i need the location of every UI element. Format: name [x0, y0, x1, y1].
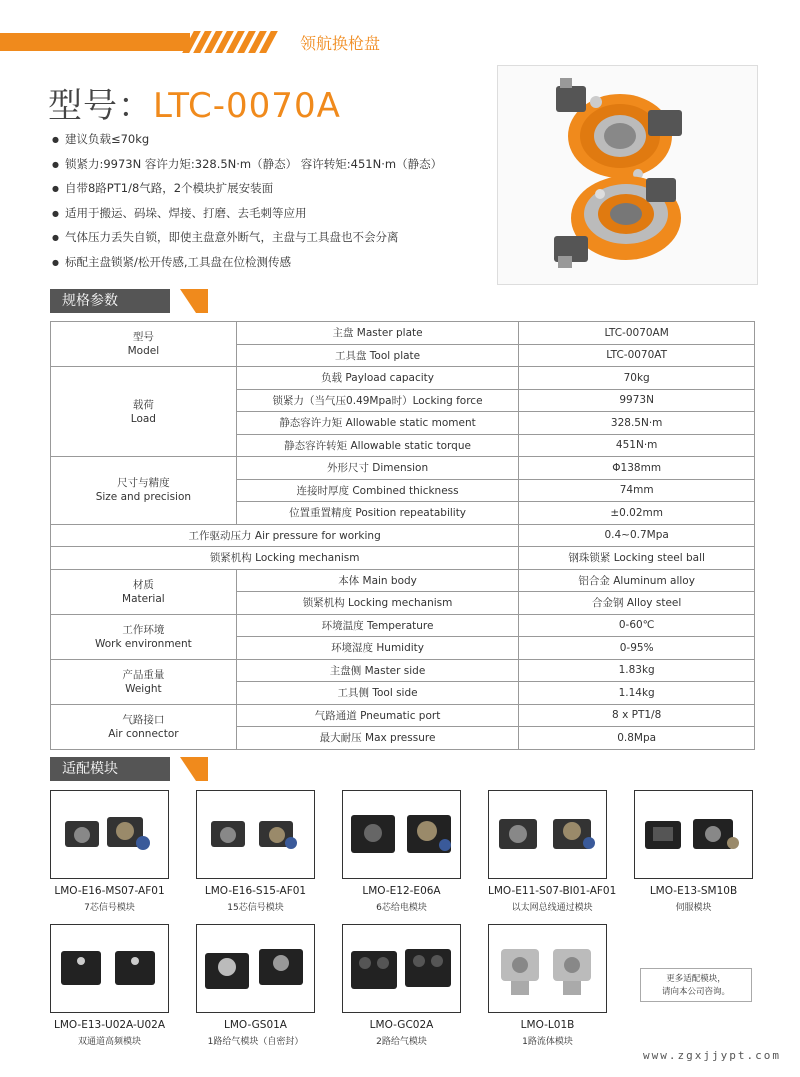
spec-label: 气路通道 Pneumatic port — [236, 704, 519, 727]
spec-value: 0-60℃ — [519, 614, 755, 637]
module-code: LMO-L01B — [520, 1019, 575, 1031]
spec-label: 环境温度 Temperature — [236, 614, 519, 637]
spec-label: 静态容许力矩 Allowable static moment — [236, 412, 519, 435]
spec-value: 钢珠锁紧 Locking steel ball — [519, 547, 755, 570]
module-code: LMO-E16-MS07-AF01 — [54, 885, 165, 897]
module-card — [50, 924, 169, 1047]
spec-value: ±0.02mm — [519, 502, 755, 525]
watermark: www.zgxjjypt.com — [643, 1049, 781, 1062]
category-cell: 型号 Model — [51, 322, 237, 367]
spec-value: 70kg — [519, 367, 755, 390]
spec-label: 最大耐压 Max pressure — [236, 727, 519, 750]
module-image — [342, 790, 461, 879]
category-cell: 材质 Material — [51, 569, 237, 614]
module-desc: 1路流体模块 — [522, 1037, 573, 1047]
category-cell: 产品重量 Weight — [51, 659, 237, 704]
spec-value: 328.5N·m — [519, 412, 755, 435]
category-cell: 尺寸与精度 Size and precision — [51, 457, 237, 525]
spec-label: 锁紧力（当气压0.49Mpa时）Locking force — [236, 389, 519, 412]
spec-value: 0.4~0.7Mpa — [519, 524, 755, 547]
spec-value: Φ138mm — [519, 457, 755, 480]
module-desc: 双通道高频模块 — [77, 1037, 141, 1047]
master-plate-image — [556, 78, 682, 179]
feature-list — [52, 128, 442, 275]
spec-label: 锁紧机构 Locking mechanism — [51, 547, 519, 570]
module-code: LMO-GC02A — [369, 1019, 434, 1031]
modules-section-header — [50, 757, 207, 781]
feature-item: ● 建议负载≤70kg — [52, 128, 442, 153]
module-image — [488, 924, 607, 1013]
table-row — [51, 704, 755, 727]
table-row — [51, 547, 755, 570]
spec-label: 静态容许转矩 Allowable static torque — [236, 434, 519, 457]
spec-label: 位置重置精度 Position repeatability — [236, 502, 519, 525]
module-desc: 15芯信号模块 — [227, 903, 284, 913]
feature-item: ● 标配主盘锁紧/松开传感,工具盘在位检测传感 — [52, 251, 442, 276]
spec-value: 9973N — [519, 389, 755, 412]
feature-item: ● 气体压力丢失自锁，即使主盘意外断气，主盘与工具盘也不会分离 — [52, 226, 442, 251]
spec-label: 外形尺寸 Dimension — [236, 457, 519, 480]
spec-label: 连接时厚度 Combined thickness — [236, 479, 519, 502]
header-title: 领航换枪盘 — [300, 34, 381, 53]
module-card — [488, 790, 616, 913]
header-stripes — [188, 31, 288, 53]
model-prefix: 型号： — [48, 86, 153, 126]
spec-label: 工具盘 Tool plate — [236, 344, 519, 367]
table-row — [51, 322, 755, 345]
module-code: LMO-E16-S15-AF01 — [204, 885, 307, 897]
module-desc: 7芯信号模块 — [84, 903, 135, 913]
spec-value: 合金钢 Alloy steel — [519, 592, 755, 615]
spec-value: LTC-0070AT — [519, 344, 755, 367]
spec-label: 工具侧 Tool side — [236, 682, 519, 705]
model-code: LTC-0070A — [153, 86, 341, 126]
module-desc: 1路给气模块（自密封） — [207, 1037, 304, 1047]
spec-value: 1.83kg — [519, 659, 755, 682]
module-image — [196, 790, 315, 879]
tool-plate-image — [554, 176, 681, 268]
header-accent-bar — [0, 33, 190, 51]
table-row — [51, 659, 755, 682]
module-code: LMO-E13-SM10B — [649, 885, 738, 897]
category-cell: 气路接口 Air connector — [51, 704, 237, 749]
module-code: LMO-E12-E06A — [362, 885, 441, 897]
category-cell: 工作环境 Work environment — [51, 614, 237, 659]
module-card — [342, 924, 461, 1047]
product-photo — [497, 65, 758, 285]
spec-label: 本体 Main body — [236, 569, 519, 592]
spec-value: 451N·m — [519, 434, 755, 457]
spec-value: 铝合金 Aluminum alloy — [519, 569, 755, 592]
spec-label: 工作驱动压力 Air pressure for working — [51, 524, 519, 547]
modules-section-title: 适配模块 — [50, 757, 170, 781]
spec-table — [50, 321, 755, 750]
spec-label: 主盘 Master plate — [236, 322, 519, 345]
spec-section-title: 规格参数 — [50, 289, 170, 313]
module-image — [342, 924, 461, 1013]
table-row — [51, 614, 755, 637]
table-row — [51, 367, 755, 390]
feature-item: ● 锁紧力:9973N 容许力矩:328.5N·m（静态） 容许转矩:451N·m（静态） — [52, 153, 442, 178]
table-row — [51, 569, 755, 592]
spec-label: 环境湿度 Humidity — [236, 637, 519, 660]
module-desc: 伺服模块 — [675, 903, 712, 913]
spec-label: 锁紧机构 Locking mechanism — [236, 592, 519, 615]
module-card — [488, 924, 607, 1047]
spec-value: 0.8Mpa — [519, 727, 755, 750]
module-card — [196, 924, 315, 1047]
spec-value: 74mm — [519, 479, 755, 502]
module-image — [196, 924, 315, 1013]
spec-value: 1.14kg — [519, 682, 755, 705]
spec-label: 负载 Payload capacity — [236, 367, 519, 390]
more-modules-note: 更多适配模块， 请向本公司咨询。 — [640, 968, 752, 1002]
page-title — [48, 78, 341, 127]
module-desc: 6芯给电模块 — [376, 903, 427, 913]
module-desc: 以太网总线通过模块 — [511, 903, 593, 913]
module-image — [50, 924, 169, 1013]
table-row — [51, 524, 755, 547]
spec-label: 主盘侧 Master side — [236, 659, 519, 682]
spec-value: LTC-0070AM — [519, 322, 755, 345]
module-code: LMO-GS01A — [224, 1019, 287, 1031]
module-image — [634, 790, 753, 879]
spec-value: 0-95% — [519, 637, 755, 660]
module-card — [342, 790, 461, 913]
module-image — [488, 790, 607, 879]
module-card — [196, 790, 315, 913]
category-cell: 载荷 Load — [51, 367, 237, 457]
feature-item: ● 适用于搬运、码垛、焊接、打磨、去毛刺等应用 — [52, 202, 442, 227]
module-code: LMO-E13-U02A-U02A — [53, 1019, 166, 1031]
feature-item: ● 自带8路PT1/8气路，2个模块扩展安装面 — [52, 177, 442, 202]
spec-value: 8 x PT1/8 — [519, 704, 755, 727]
module-card — [50, 790, 169, 913]
module-image — [50, 790, 169, 879]
module-card — [634, 790, 753, 913]
module-code: LMO-E11-S07-BI01-AF01 — [488, 885, 617, 897]
module-desc: 2路给气模块 — [376, 1037, 427, 1047]
spec-section-header — [50, 289, 207, 313]
table-row — [51, 457, 755, 480]
